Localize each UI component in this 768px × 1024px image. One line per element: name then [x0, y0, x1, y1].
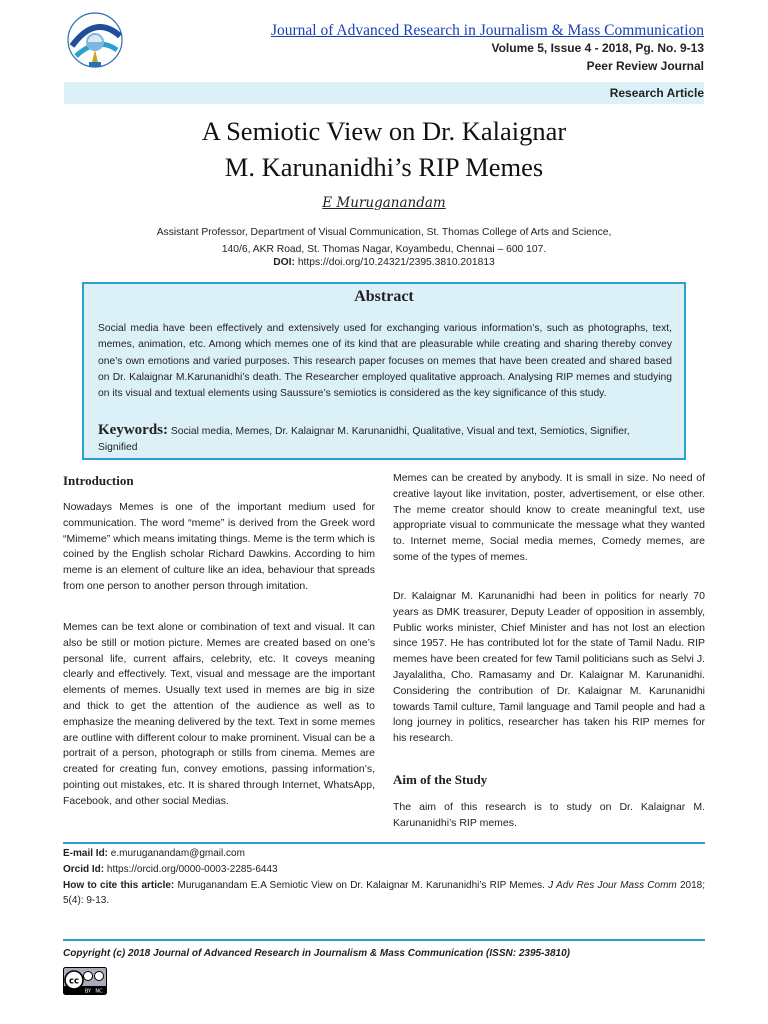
email-link[interactable]: e.muruganandam@gmail.com [108, 848, 245, 859]
svg-text:BY: BY [84, 988, 92, 995]
footer-divider-bottom [63, 939, 705, 941]
email-line [63, 846, 705, 862]
citation-text: Muruganandam E.A Semiotic View on Dr. Kalaignar M. Karunanidhi’s RIP Memes. [174, 879, 549, 891]
doi-label: DOI: [273, 257, 295, 268]
intro-paragraph-3: Memes can be created by anybody. It is small in size. No need of creative layout like invitation, poster, advertisement, or else other. The meme creator should know to create meaningful text, use appropriate visual to communicate the message what they wanted to. Internet meme, Social media memes, Comedy memes, are some of the types of memes. [393, 472, 705, 563]
abstract-heading: Abstract [354, 288, 414, 305]
citation-tail: 2018; 5(4): 9-13. [63, 879, 706, 907]
affiliation-line-2: 140/6, AKR Road, St. Thomas Nagar, Koyambedu, Chennai – 600 107. [221, 244, 547, 255]
journal-title[interactable]: Journal of Advanced Research in Journalism & Mass Communication [270, 22, 704, 39]
abstract-text: Social media have been effectively and extensively used for exchanging various information’s, such as photographs, text, memes, animation, etc. Among which memes one of its kind that are pleasurable while creating and sharing thereby convey one’s own emotions and varied purposes. This research paper focuses on memes that have been created and shared based on Dr. Kalaignar M.Karunanidhi’s death. The Researcher employed qualitative approach. Analysing RIP memes and studying on its visual and textual elements using Saussure’s semiotics is considered as the key significance of this study. [98, 323, 672, 400]
svg-text:NC: NC [95, 988, 103, 995]
aim-heading: Aim of the Study [393, 772, 488, 787]
copyright-notice: Copyright (c) 2018 Journal of Advanced Research in Journalism & Mass Communication (ISSN: 2395-3810) [63, 948, 570, 959]
article-title-line-1: A Semiotic View on Dr. Kalaignar [201, 116, 567, 146]
article-type-label: Research Article [609, 86, 704, 100]
article-title-line-2: M. Karunanidhi’s RIP Memes [224, 152, 544, 182]
svg-text:cc: cc [68, 976, 80, 987]
orcid-label: Orcid Id: [63, 863, 105, 875]
peer-review-label: Peer Review Journal [586, 59, 704, 73]
citation-line [63, 878, 705, 910]
introduction-heading: Introduction [63, 473, 134, 488]
citation-label: How to cite this article: [63, 879, 175, 891]
footer-info [63, 846, 705, 909]
article-title [60, 113, 708, 185]
keywords-label: Keywords: [98, 422, 168, 438]
footer-divider-top [63, 842, 705, 844]
doi-line [60, 257, 708, 268]
keywords-list: Social media, Memes, Dr. Kalaignar M. Karunanidhi, Qualitative, Visual and text, Semiotics, Signifier, Signified [98, 426, 630, 454]
journal-logo-icon [62, 6, 128, 78]
keywords [98, 422, 672, 457]
email-label: E-mail Id: [63, 848, 109, 859]
citation-journal: J Adv Res Jour Mass Comm [548, 879, 677, 891]
orcid-line [63, 862, 705, 878]
intro-paragraph-4: Dr. Kalaignar M. Karunanidhi had been in politics for nearly 70 years as DMK treasurer, Deputy Leader of opposition in assembly, Public works minister, Chief Minister and has not lost an election since 1957. He has contributed lot for the state of Tamil Nadu. RIP memes have been created for few Tamil politicians such as Selvi J. Jayalalitha, Cho. Ramasamy and Dr. Kalaignar M. Karunanidhi. Considering the contribution of Dr. Kalaignar M. Karunanidhi towards Tamil culture, Tamil language and Tamil people and had a long journey in politics, researcher has taken his RIP memes for his research. [393, 590, 705, 745]
intro-paragraph-2: Memes can be text alone or combination of text and visual. It can also be still or motion picture. Memes are created based on one’s personal life, current affairs, celebrity, etc. It coveys meaning clearly and effectively. Text, visual and message are the important elements of memes. Usually text used in memes are big in size and thick to get the attention of the audience as well as to emphasize the meaning delivered by the text. Text in some memes are outline with different colour to make prominent. Visual can be a portrait of a person, photograph or stills from cinema. Memes are created for creating fun, convey emotions, passing information’s, pointing out mistakes, etc. It is shared through Internet, WhatsApp, Facebook, and other social Medias. [63, 621, 375, 807]
doi-link[interactable]: https://doi.org/10.24321/2395.3810.201813 [294, 257, 495, 268]
cc-by-nc-icon[interactable] [63, 967, 107, 995]
affiliation-line-1: Assistant Professor, Department of Visual Communication, St. Thomas College of Arts and Science, [156, 227, 612, 238]
intro-paragraph-1: Nowadays Memes is one of the important medium used for communication. The word “meme” is derived from the Greek word “Mimeme” which means imitating things. Meme is the term which is coined by the English scholar Richard Dawkins. According to him meme is an element of culture like an idea, behaviour that spreads from one person to another person through imitation. [63, 501, 375, 592]
orcid-link[interactable]: https://orcid.org/0000-0003-2285-6443 [104, 863, 278, 875]
issue-info: Volume 5, Issue 4 - 2018, Pg. No. 9-13 [491, 41, 704, 55]
aim-paragraph: The aim of this research is to study on Dr. Kalaignar M. Karunanidhi’s RIP memes. [393, 801, 705, 829]
author-name[interactable]: E Muruganandam [322, 195, 446, 211]
author-affiliation [60, 224, 708, 258]
